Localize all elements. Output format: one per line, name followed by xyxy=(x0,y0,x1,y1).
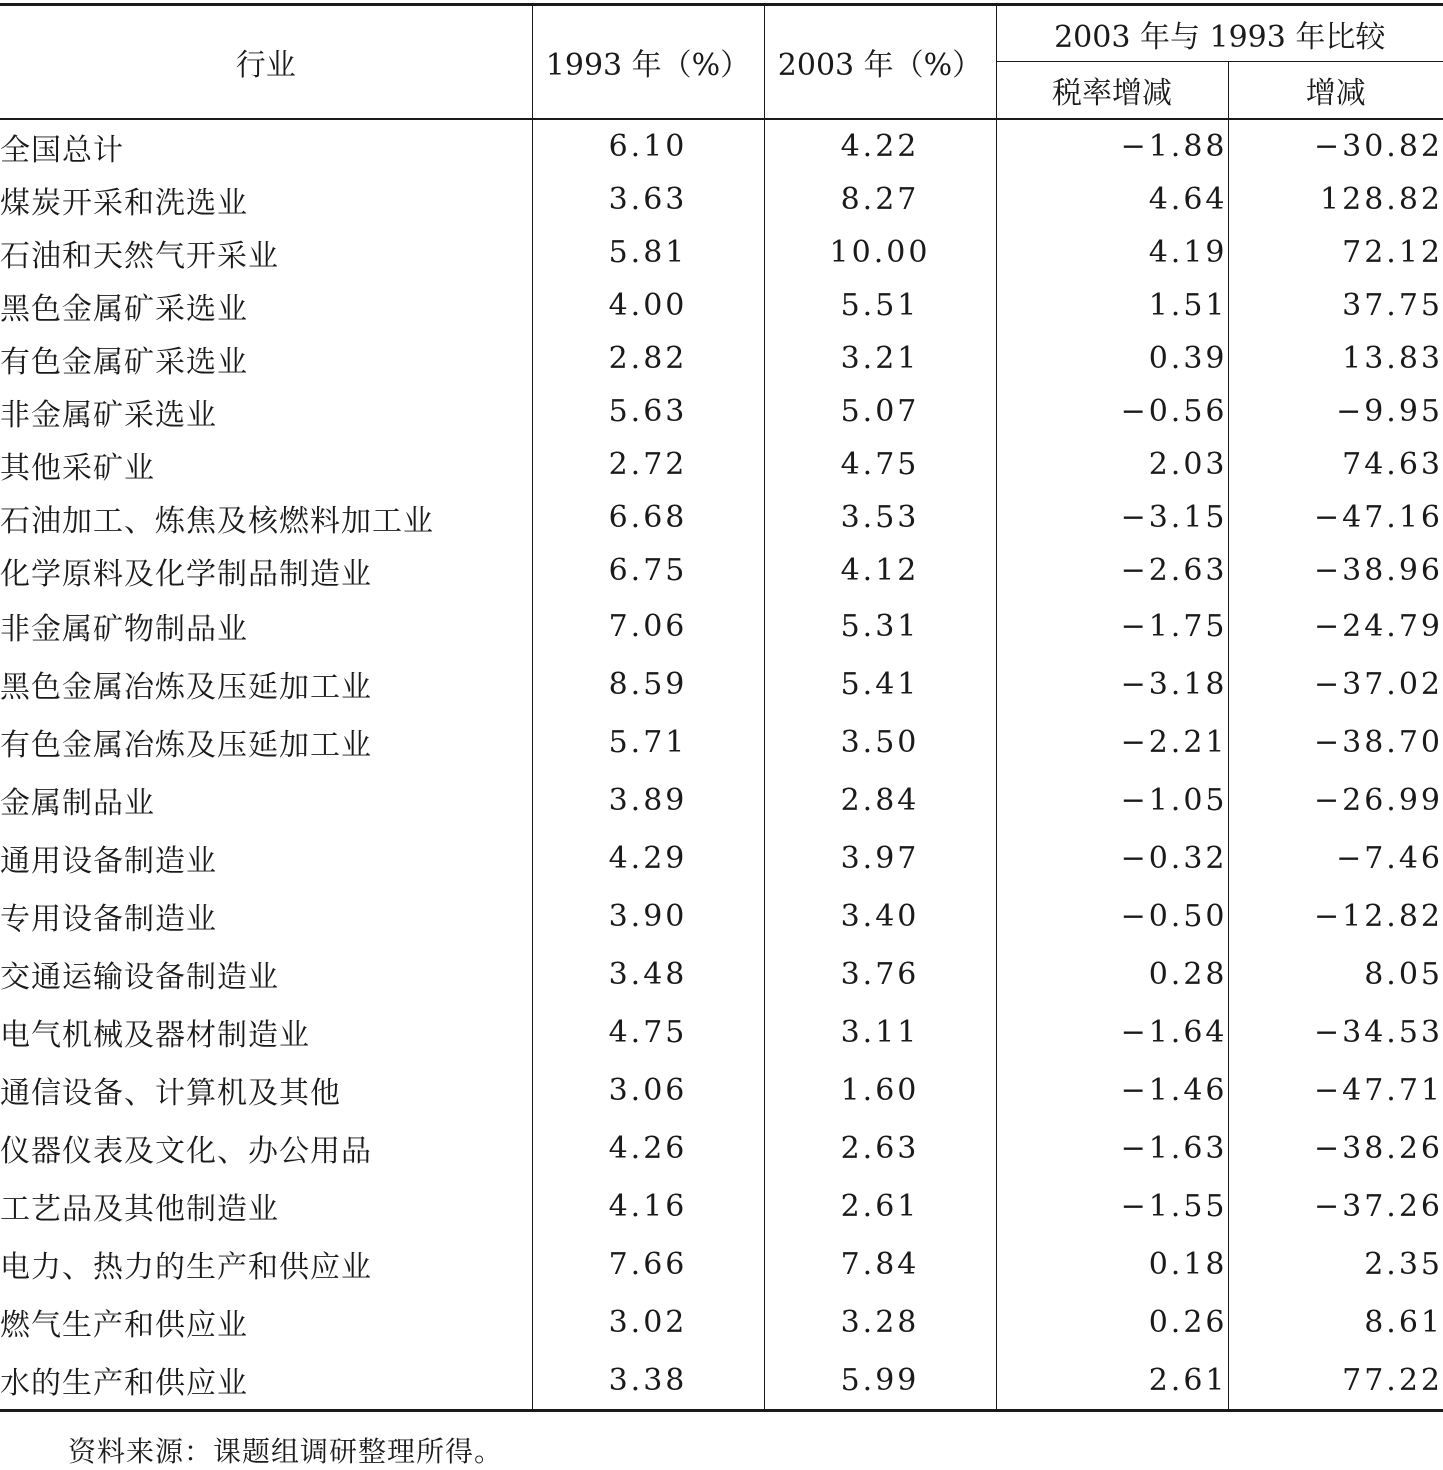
cell-2003: 3.76 xyxy=(764,945,996,1003)
table-row xyxy=(0,887,1443,945)
cell-industry: 有色金属冶炼及压延加工业 xyxy=(0,713,532,771)
cell-1993: 4.29 xyxy=(532,829,764,887)
cell-2003: 2.61 xyxy=(764,1177,996,1235)
cell-rate-change: −1.05 xyxy=(996,771,1228,829)
table-row xyxy=(0,945,1443,1003)
cell-industry: 交通运输设备制造业 xyxy=(0,945,532,1003)
cell-1993: 7.66 xyxy=(532,1235,764,1293)
cell-change: −47.71 xyxy=(1313,1072,1443,1108)
cell-rate-change: −1.55 xyxy=(996,1177,1228,1235)
cell-rate-change: 0.28 xyxy=(996,945,1228,1003)
cell-1993: 4.75 xyxy=(532,1003,764,1061)
cell-industry: 非金属矿采选业 xyxy=(0,385,532,438)
cell-change: −47.16 xyxy=(1313,500,1443,535)
cell-2003: 1.60 xyxy=(764,1061,996,1119)
table-body xyxy=(0,119,1443,1411)
cell-rate-change: 0.26 xyxy=(996,1293,1228,1351)
cell-rate-change: −1.88 xyxy=(996,119,1228,173)
cell-rate-change: −2.21 xyxy=(996,713,1228,771)
cell-change: −34.53 xyxy=(1313,1014,1443,1050)
cell-2003: 5.07 xyxy=(764,385,996,438)
cell-change: −38.96 xyxy=(1313,553,1443,588)
cell-1993: 7.06 xyxy=(532,597,764,655)
cell-rate-change: −1.75 xyxy=(996,597,1228,655)
cell-rate-change: 1.51 xyxy=(996,279,1228,332)
cell-industry: 有色金属矿采选业 xyxy=(0,332,532,385)
cell-rate-change: −1.64 xyxy=(996,1003,1228,1061)
cell-industry: 石油加工、炼焦及核燃料加工业 xyxy=(0,491,532,544)
cell-2003: 5.99 xyxy=(764,1351,996,1411)
cell-2003: 5.41 xyxy=(764,655,996,713)
table-row xyxy=(0,597,1443,655)
cell-industry: 水的生产和供应业 xyxy=(0,1351,532,1411)
table-row xyxy=(0,1293,1443,1351)
cell-2003: 10.00 xyxy=(764,226,996,279)
cell-industry: 全国总计 xyxy=(0,119,532,173)
table-row xyxy=(0,173,1443,226)
cell-change: 8.61 xyxy=(1364,1304,1443,1340)
cell-2003: 3.53 xyxy=(764,491,996,544)
cell-change: 37.75 xyxy=(1342,288,1443,323)
cell-industry: 其他采矿业 xyxy=(0,438,532,491)
cell-industry: 化学原料及化学制品制造业 xyxy=(0,544,532,597)
cell-change: −38.26 xyxy=(1313,1130,1443,1166)
table-row xyxy=(0,544,1443,597)
table-row xyxy=(0,771,1443,829)
cell-2003: 4.12 xyxy=(764,544,996,597)
cell-rate-change: 0.39 xyxy=(996,332,1228,385)
cell-rate-change: 2.61 xyxy=(996,1351,1228,1411)
table-row xyxy=(0,438,1443,491)
cell-change: −38.70 xyxy=(1313,724,1443,760)
header-rate-change: 税率增减 xyxy=(996,62,1228,120)
header-2003: 2003 年（%） xyxy=(764,5,996,120)
cell-rate-change: −1.46 xyxy=(996,1061,1228,1119)
cell-2003: 4.22 xyxy=(764,119,996,173)
cell-change: −30.82 xyxy=(1313,129,1443,164)
cell-change: 72.12 xyxy=(1342,235,1443,270)
cell-2003: 3.28 xyxy=(764,1293,996,1351)
cell-rate-change: 0.18 xyxy=(996,1235,1228,1293)
cell-change: −7.46 xyxy=(1336,840,1443,876)
table-row xyxy=(0,491,1443,544)
cell-change: −37.02 xyxy=(1313,666,1443,702)
cell-change: −12.82 xyxy=(1313,898,1443,934)
table-row xyxy=(0,713,1443,771)
cell-1993: 8.59 xyxy=(532,655,764,713)
cell-1993: 2.82 xyxy=(532,332,764,385)
cell-1993: 6.75 xyxy=(532,544,764,597)
cell-2003: 8.27 xyxy=(764,173,996,226)
cell-rate-change: 4.64 xyxy=(996,173,1228,226)
cell-rate-change: −3.18 xyxy=(996,655,1228,713)
cell-change: 8.05 xyxy=(1364,956,1443,992)
cell-2003: 7.84 xyxy=(764,1235,996,1293)
table-row xyxy=(0,1061,1443,1119)
cell-industry: 电气机械及器材制造业 xyxy=(0,1003,532,1061)
cell-1993: 3.63 xyxy=(532,173,764,226)
header-comparison: 2003 年与 1993 年比较 xyxy=(996,5,1443,62)
cell-2003: 3.97 xyxy=(764,829,996,887)
cell-1993: 3.38 xyxy=(532,1351,764,1411)
cell-1993: 3.89 xyxy=(532,771,764,829)
cell-rate-change: 2.03 xyxy=(996,438,1228,491)
cell-industry: 黑色金属矿采选业 xyxy=(0,279,532,332)
cell-industry: 仪器仪表及文化、办公用品 xyxy=(0,1119,532,1177)
cell-1993: 3.90 xyxy=(532,887,764,945)
cell-1993: 6.68 xyxy=(532,491,764,544)
cell-industry: 燃气生产和供应业 xyxy=(0,1293,532,1351)
cell-1993: 5.63 xyxy=(532,385,764,438)
table-row xyxy=(0,1351,1443,1411)
cell-1993: 5.71 xyxy=(532,713,764,771)
cell-change: −24.79 xyxy=(1313,608,1443,644)
cell-change: 74.63 xyxy=(1342,447,1443,482)
header-industry: 行业 xyxy=(0,5,532,120)
table-row xyxy=(0,1235,1443,1293)
cell-1993: 3.02 xyxy=(532,1293,764,1351)
cell-change: 13.83 xyxy=(1342,341,1443,376)
table-row xyxy=(0,226,1443,279)
table-row xyxy=(0,1177,1443,1235)
table-row xyxy=(0,1003,1443,1061)
cell-industry: 专用设备制造业 xyxy=(0,887,532,945)
cell-2003: 5.31 xyxy=(764,597,996,655)
table-row xyxy=(0,655,1443,713)
table-row xyxy=(0,332,1443,385)
cell-rate-change: 4.19 xyxy=(996,226,1228,279)
cell-change: 128.82 xyxy=(1320,182,1443,217)
cell-industry: 黑色金属冶炼及压延加工业 xyxy=(0,655,532,713)
header-change: 增减 xyxy=(1305,76,1366,111)
cell-industry: 工艺品及其他制造业 xyxy=(0,1177,532,1235)
cell-change: 77.22 xyxy=(1342,1362,1443,1398)
cell-1993: 5.81 xyxy=(532,226,764,279)
table-header xyxy=(0,5,1443,120)
cell-1993: 4.26 xyxy=(532,1119,764,1177)
cell-rate-change: −0.50 xyxy=(996,887,1228,945)
source-note: 资料来源：课题组调研整理所得。 xyxy=(68,1435,504,1468)
cell-industry: 煤炭开采和洗选业 xyxy=(0,173,532,226)
cell-2003: 3.50 xyxy=(764,713,996,771)
cell-rate-change: −1.63 xyxy=(996,1119,1228,1177)
cell-industry: 金属制品业 xyxy=(0,771,532,829)
cell-2003: 2.84 xyxy=(764,771,996,829)
cell-change: 2.35 xyxy=(1364,1246,1443,1282)
cell-2003: 4.75 xyxy=(764,438,996,491)
cell-industry: 通用设备制造业 xyxy=(0,829,532,887)
cell-industry: 通信设备、计算机及其他 xyxy=(0,1061,532,1119)
cell-2003: 2.63 xyxy=(764,1119,996,1177)
cell-1993: 3.06 xyxy=(532,1061,764,1119)
table-row xyxy=(0,279,1443,332)
cell-2003: 5.51 xyxy=(764,279,996,332)
cell-1993: 4.16 xyxy=(532,1177,764,1235)
cell-2003: 3.11 xyxy=(764,1003,996,1061)
table-row xyxy=(0,385,1443,438)
cell-rate-change: −0.56 xyxy=(996,385,1228,438)
cell-industry: 非金属矿物制品业 xyxy=(0,597,532,655)
cell-2003: 3.40 xyxy=(764,887,996,945)
table-row xyxy=(0,119,1443,173)
table-row xyxy=(0,829,1443,887)
header-1993: 1993 年（%） xyxy=(532,5,764,120)
cell-1993: 4.00 xyxy=(532,279,764,332)
cell-1993: 3.48 xyxy=(532,945,764,1003)
cell-1993: 2.72 xyxy=(532,438,764,491)
cell-rate-change: −3.15 xyxy=(996,491,1228,544)
cell-change: −37.26 xyxy=(1313,1188,1443,1224)
cell-change: −9.95 xyxy=(1336,394,1443,429)
cell-1993: 6.10 xyxy=(532,119,764,173)
tax-rate-table xyxy=(0,3,1443,1412)
cell-industry: 石油和天然气开采业 xyxy=(0,226,532,279)
cell-industry: 电力、热力的生产和供应业 xyxy=(0,1235,532,1293)
cell-rate-change: −2.63 xyxy=(996,544,1228,597)
cell-rate-change: −0.32 xyxy=(996,829,1228,887)
cell-2003: 3.21 xyxy=(764,332,996,385)
table-row xyxy=(0,1119,1443,1177)
cell-change: −26.99 xyxy=(1313,782,1443,818)
